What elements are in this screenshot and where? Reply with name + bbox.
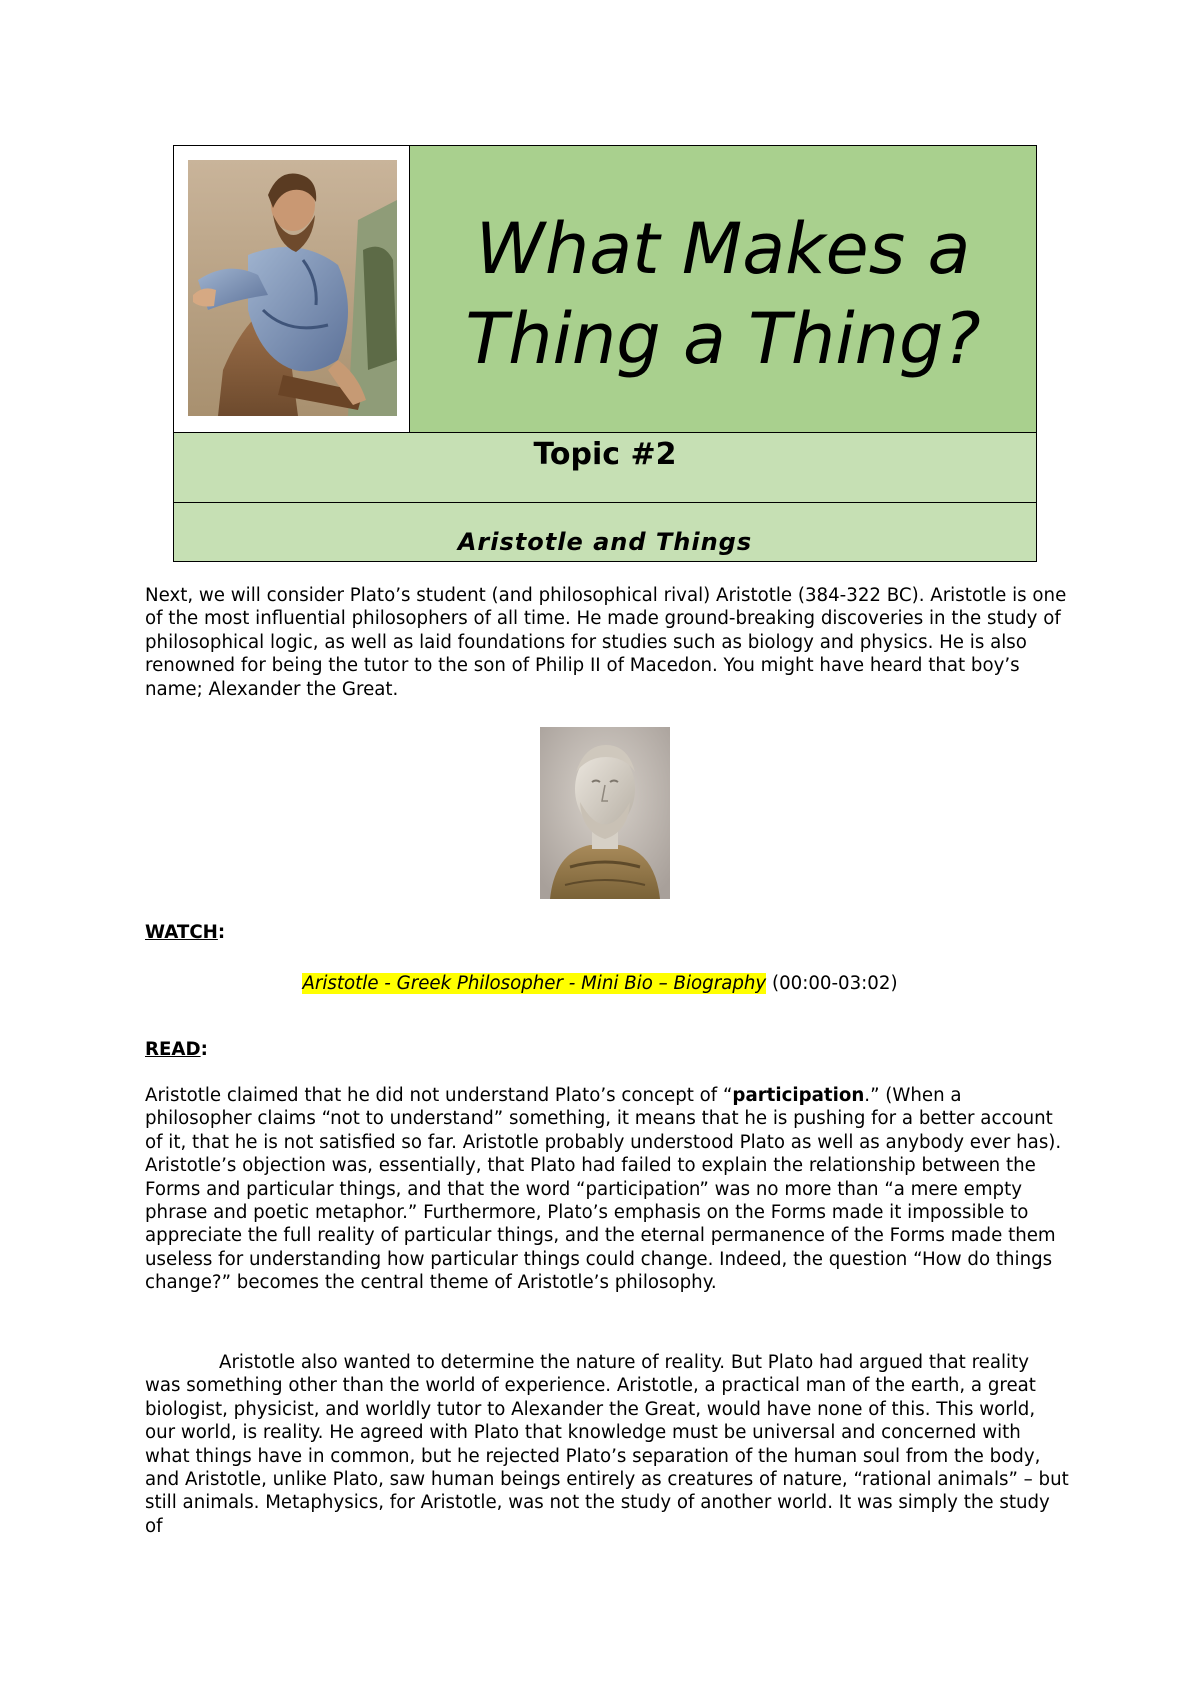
intro-paragraph: Next, we will consider Plato’s student (and philosophical rival) Aristotle (384-322 BC). Aristotle is one of the most influential philosophers of all time. He made ground-breaking discoveries in the study of philosophical logic, as well as laid foundations for studies such as biology and physics. He is also renowned for being the tutor to the son of Philip II of Macedon. You might have heard that boy’s name; Alexander the Great. [145, 585, 1067, 700]
watch-video-line [0, 972, 1200, 996]
read-paragraph-2: Aristotle also wanted to determine the nature of reality. But Plato had argued that reality was something other than the world of experience. Aristotle, a practical man of the earth, a great biologist, physicist, and worldly tutor to Alexander the Great, would have none of this. This world, our world, is reality. He agreed with Plato that knowledge must be universal and concerned with what things have in common, but he rejected Plato’s separation of the human soul from the body, and Aristotle, unlike Plato, saw human beings entirely as creatures of nature, “rational animals” – but still animals. Metaphysics, for Aristotle, was not the study of another world. It was simply the study of [145, 1352, 1069, 1537]
read-paragraph-1: Aristotle claimed that he did not understand Plato’s concept of “participation.” (When a philosopher claims “not to understand” something, it means that he is pushing for a better account of it, that he is not satisfied so far. Aristotle probably understood Plato as well as anybody ever has). Aristotle’s objection was, essentially, that Plato had failed to explain the relationship between the Forms and particular things, and that the word “participation” was no more than “a mere empty phrase and poetic metaphor.” Furthermore, Plato’s emphasis on the Forms made it impossible to appreciate the full reality of particular things, and the eternal permanence of the Forms made them useless for understanding how particular things could change. Indeed, the question “How do things change?” becomes the central theme of Aristotle’s philosophy. [145, 1085, 1062, 1294]
read-heading: READ: [145, 1039, 208, 1060]
image-cell [174, 146, 410, 432]
document-title: What Makes a Thing a Thing? [465, 208, 981, 380]
aristotle-painting-image [188, 160, 397, 416]
subtitle-row [174, 503, 1036, 561]
title-cell [410, 146, 1036, 432]
topic-subtitle: Aristotle and Things [457, 528, 753, 556]
topic-number: Topic #2 [533, 437, 677, 472]
participation-term: participation [732, 1085, 865, 1106]
title-table [173, 145, 1037, 562]
topic-row [174, 432, 1036, 503]
watch-heading: WATCH: [145, 922, 226, 943]
video-link[interactable]: Aristotle - Greek Philosopher - Mini Bio – Biography [302, 973, 767, 994]
aristotle-bust-image [540, 727, 670, 899]
video-timestamp: (00:00-03:02) [766, 973, 898, 994]
